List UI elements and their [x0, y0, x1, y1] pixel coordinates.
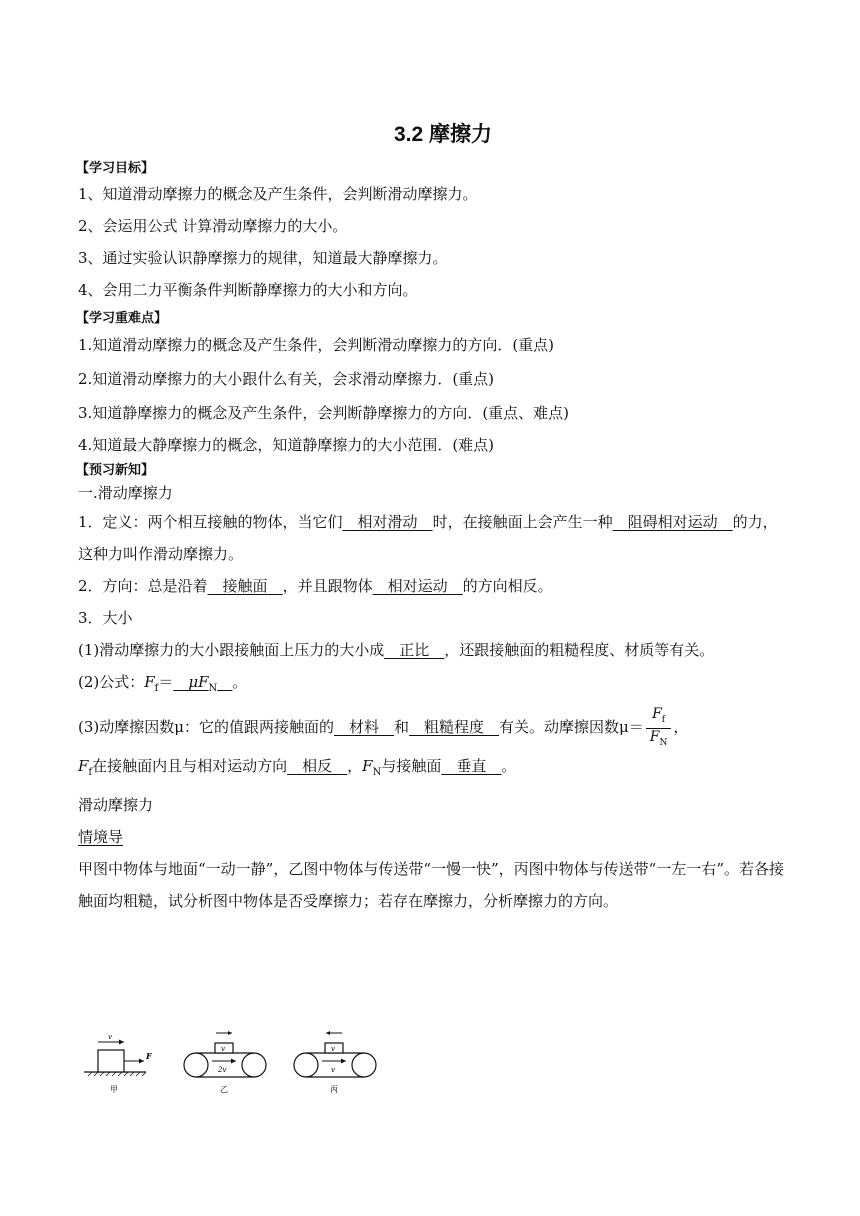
velocity-label: v	[331, 1045, 335, 1053]
scene-heading: 情境导	[78, 828, 124, 847]
velocity-label: v	[108, 1033, 112, 1041]
fill-blank: __相对滑动__	[342, 513, 433, 531]
scene-paragraph: 甲图中物体与地面“一动一静”，乙图中物体与传送带“一慢一快”，丙图中物体与传送带“一左一右”。若各接触面均粗糙，试分析图中物体是否受摩擦力；若存在摩擦力，分析摩擦力的方向。	[78, 860, 785, 911]
goal-item: 1、知道滑动摩擦力的概念及产生条件，会判断滑动摩擦力。	[78, 185, 478, 203]
fill-blank: __相对运动__	[372, 577, 463, 595]
belt-velocity-label: 2v	[218, 1066, 227, 1074]
figure-yi	[184, 1031, 266, 1094]
figure-jia	[84, 1033, 153, 1094]
fill-blank: __相反__	[287, 757, 348, 776]
key-points-heading: 【学习重难点】	[76, 310, 168, 325]
size-heading: 3．大小	[78, 609, 133, 627]
friction-coefficient-line: (3)动摩擦因数μ：它的值跟两接触面的__材料__和__粗糙程度__有关。动摩擦因数μ＝ $\frac{F_f}{F_N}$ ，	[78, 705, 788, 750]
key-item: 4.知道最大静摩擦力的概念，知道静摩擦力的大小范围．(难点)	[78, 436, 495, 454]
belt-velocity-label: v	[331, 1066, 335, 1074]
figure-label: 甲	[110, 1085, 118, 1094]
document-page	[78, 118, 788, 917]
mu-fraction: $\frac{F_f}{F_N}$	[646, 706, 672, 751]
figure-label: 丙	[330, 1085, 338, 1094]
key-item: 1.知道滑动摩擦力的概念及产生条件，会判断滑动摩擦力的方向．(重点)	[78, 336, 555, 354]
fill-blank: $\_\_\mu F_N\_\_$	[173, 673, 233, 694]
key-item: 3.知道静摩擦力的概念及产生条件，会判断静摩擦力的方向．(重点、难点)	[78, 404, 570, 422]
formula-line: (2)公式：$F_f=\_\_\mu F_N\_\_$。	[78, 673, 248, 694]
force-label: F	[146, 1051, 152, 1061]
fill-blank: __粗糙程度__	[409, 718, 500, 736]
page-title: 3.2 摩擦力	[393, 123, 493, 146]
velocity-label: v	[221, 1045, 225, 1053]
definition-paragraph: 1．定义：两个相互接触的物体，当它们__相对滑动__时，在接触面上会产生一种__阻碍相对运动__的力，这种力叫作滑动摩擦力。	[78, 513, 778, 563]
goal-item: 4、会用二力平衡条件判断静摩擦力的大小和方向。	[78, 281, 418, 299]
direction-summary-line: $F_f$在接触面内且与相对运动方向__相反__，$F_N$与接触面__垂直__。	[78, 757, 517, 779]
fill-blank: __正比__	[384, 641, 445, 659]
fill-blank: __接触面__	[207, 577, 283, 595]
goal-item: 2、会运用公式 计算滑动摩擦力的大小。	[78, 217, 348, 235]
goal-item: 3、通过实验认识静摩擦力的规律，知道最大静摩擦力。	[78, 249, 448, 267]
key-item: 2.知道滑动摩擦力的大小跟什么有关，会求滑动摩擦力．(重点)	[78, 370, 495, 388]
figure-label: 乙	[220, 1085, 228, 1094]
direction-paragraph: 2．方向：总是沿着__接触面__，并且跟物体__相对运动__的方向相反。	[78, 577, 553, 595]
fill-blank: __材料__	[334, 718, 395, 736]
subsection-title: 滑动摩擦力	[78, 796, 154, 815]
fill-blank: __阻碍相对运动__	[612, 513, 733, 531]
figure-bing	[294, 1031, 376, 1094]
friction-figures	[84, 1028, 384, 1100]
fill-blank: __垂直__	[441, 757, 502, 776]
size-paragraph-1: (1)滑动摩擦力的大小跟接触面上压力的大小成__正比__，还跟接触面的粗糙程度、材质等有关。	[78, 641, 715, 659]
goals-heading: 【学习目标】	[76, 160, 155, 175]
preview-heading: 【预习新知】	[76, 462, 155, 477]
part-title: 一.滑动摩擦力	[78, 484, 173, 502]
